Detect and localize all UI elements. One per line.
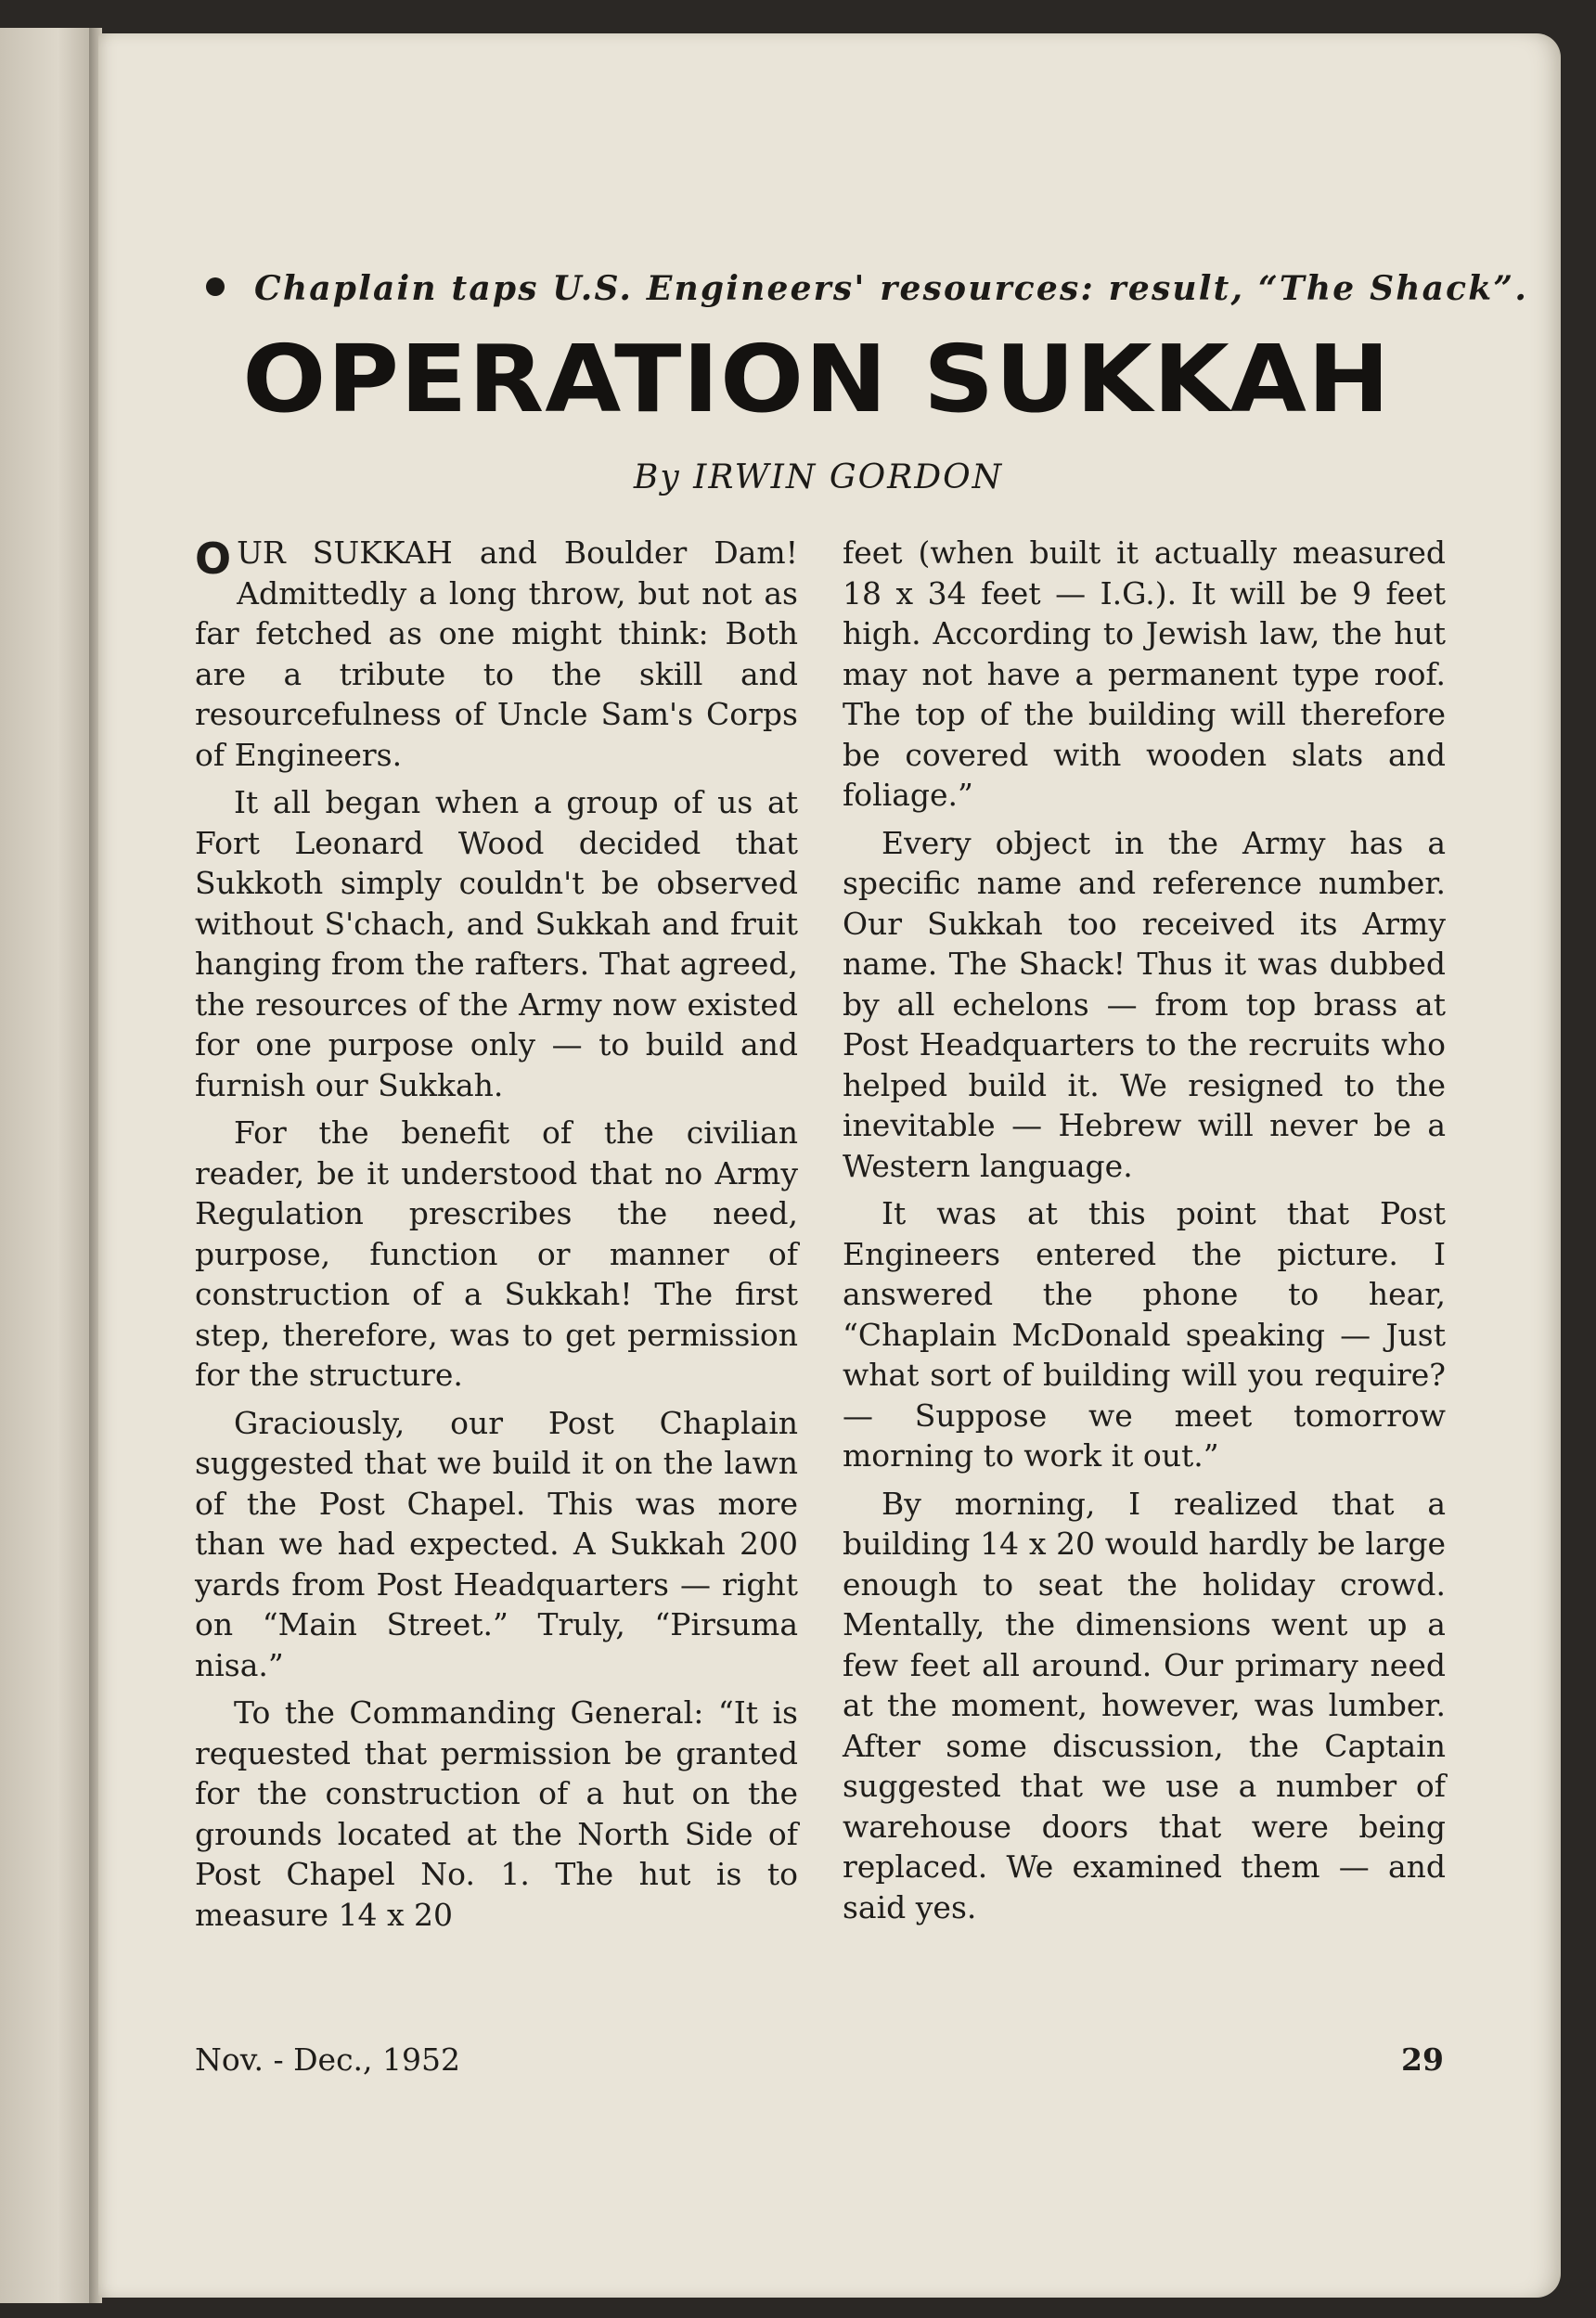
tagline-text: Chaplain taps U.S. Engineers' resources: result, “The Shack”. (254, 269, 1529, 308)
left-text-column (195, 533, 798, 1942)
article-tagline (206, 269, 1529, 308)
page-number: 29 (1401, 2041, 1444, 2078)
article-byline: By IRWIN GORDON (633, 458, 1004, 496)
paragraph: It was at this point that Post Engineers entered the picture. I answered the phone to hear, “Chaplain McDonald speaking — Just what sort of building will you require? — Suppose we meet tomorrow morning to work it out.” (843, 1195, 1446, 1474)
paragraph: Every object in the Army has a specific name and reference number. Our Sukkah too received its Army name. The Shack! Thus it was dubbed by all echelons — from top brass at Post Headquarters to the recruits who helped build it. We resigned to the inevitable — Hebrew will never be a Western language. (843, 824, 1446, 1184)
paragraph: Graciously, our Post Chaplain suggested that we build it on the lawn of the Post Chapel. This was more than we had expected. A Sukkah 200 yards from Post Headquarters — right on “Main Street.” Truly, “Pirsuma nisa.” (195, 1404, 798, 1683)
paragraph: O UR SUKKAH and Boulder Dam! Admittedly a long throw, but not as far fetched as one might think: Both are a tribute to the skill and resourcefulness of Uncle Sam's Corps of Engineers. (195, 534, 798, 773)
paragraph: feet (when built it actually measured 18 x 34 feet — I.G.). It will be 9 feet high. According to Jewish law, the hut may not have a permanent type roof. The top of the building will therefore be covered with wooden slats and foliage.” (843, 534, 1446, 813)
drop-cap: O (195, 534, 232, 584)
paragraph: For the benefit of the civilian reader, be it understood that no Army Regulation prescribes the need, purpose, function or manner of construction of a Sukkah! The first step, therefore, was to get permission for the structure. (195, 1114, 798, 1393)
paragraph: To the Commanding General: “It is requested that permission be granted for the construction of a hut on the grounds located at the North Side of Post Chapel No. 1. The hut is to measure 14 x 20 (195, 1694, 798, 1933)
paragraph: By morning, I realized that a building 14 x 20 would hardly be large enough to seat the holiday crowd. Mentally, the dimensions went up a few feet all around. Our primary need at the moment, however, was lumber. After some discussion, the Captain suggested that we use a number of warehouse doors that were being replaced. We examined them — and said yes. (843, 1485, 1446, 1925)
right-text-column (843, 533, 1446, 1935)
paragraph: It all began when a group of us at Fort Leonard Wood decided that Sukkoth simply couldn't be observed without S'chach, and Sukkah and fruit hanging from the rafters. That agreed, the resources of the Army now existed for one purpose only — to build and furnish our Sukkah. (195, 784, 798, 1103)
issue-date: Nov. - Dec., 1952 (195, 2041, 461, 2078)
article-headline: OPERATION SUKKAH (242, 325, 1391, 433)
bullet-icon (206, 277, 225, 296)
